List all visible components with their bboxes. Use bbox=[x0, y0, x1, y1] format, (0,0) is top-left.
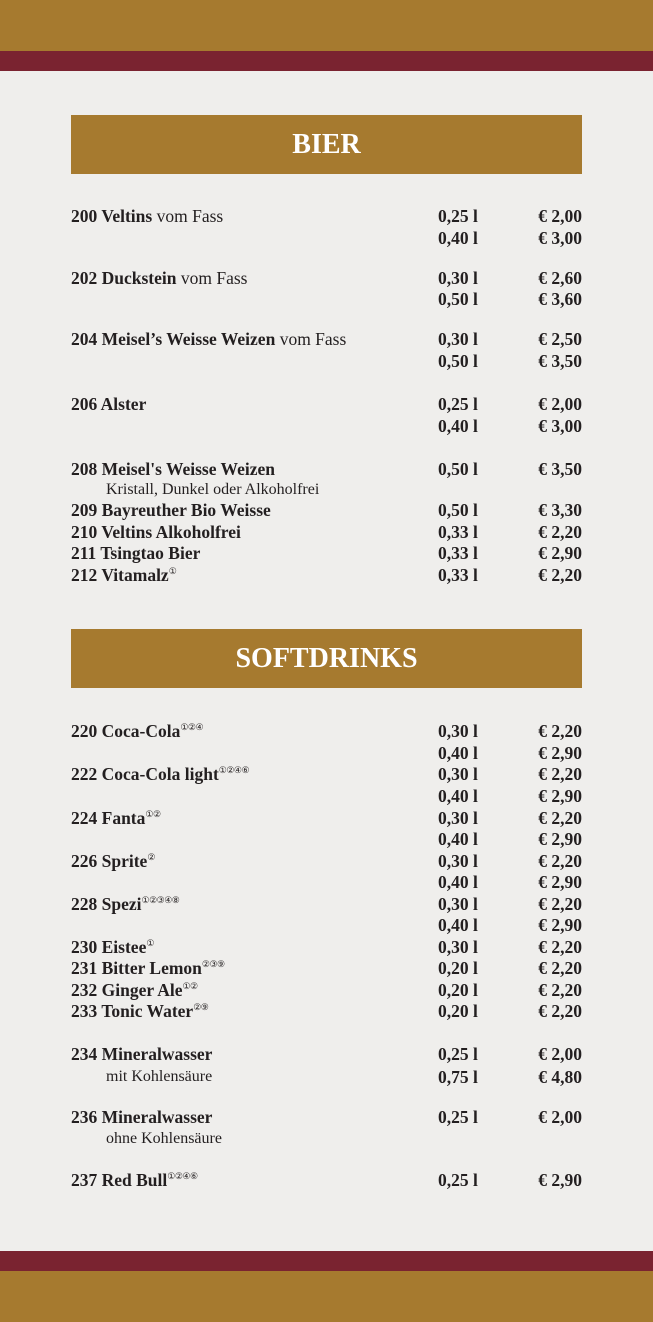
item-name bbox=[71, 393, 146, 415]
allergen-marks: ②⑨ bbox=[193, 1002, 209, 1012]
item-price: € 2,20 bbox=[538, 894, 582, 914]
item-price: € 2,90 bbox=[538, 829, 582, 849]
item-volume: 0,25 l bbox=[438, 206, 478, 226]
item-volume: 0,50 l bbox=[438, 459, 478, 479]
item-price: € 2,00 bbox=[538, 394, 582, 414]
softdrinks-section-header: SOFTDRINKS bbox=[71, 629, 582, 688]
item-number: 230 bbox=[71, 937, 98, 957]
menu-item-row bbox=[71, 979, 582, 1001]
item-volume: 0,40 l bbox=[438, 786, 478, 806]
item-volume: 0,30 l bbox=[438, 268, 478, 288]
item-title: Fanta bbox=[101, 808, 146, 828]
item-price: € 2,20 bbox=[538, 522, 582, 542]
allergen-marks: ①② bbox=[182, 981, 198, 991]
menu-item-row bbox=[71, 763, 582, 785]
item-volume: 0,30 l bbox=[438, 721, 478, 741]
item-volume: 0,50 l bbox=[438, 289, 478, 309]
menu-item-subrow bbox=[71, 742, 582, 764]
item-volume: 0,30 l bbox=[438, 937, 478, 957]
menu-item-row bbox=[71, 521, 582, 543]
item-price: € 2,90 bbox=[538, 743, 582, 763]
menu-item-row bbox=[71, 499, 582, 521]
item-title: Sprite bbox=[101, 851, 148, 871]
item-name bbox=[71, 499, 271, 521]
item-number: 208 bbox=[71, 459, 98, 479]
menu-item-subrow bbox=[71, 828, 582, 850]
item-name bbox=[71, 328, 346, 350]
allergen-marks: ②③⑨ bbox=[201, 959, 225, 969]
top-red-band bbox=[0, 51, 653, 71]
item-price: € 3,50 bbox=[538, 459, 582, 479]
item-suffix: vom Fass bbox=[152, 206, 224, 226]
item-title: Eistee bbox=[101, 937, 147, 957]
allergen-marks: ② bbox=[147, 852, 155, 862]
item-name bbox=[71, 979, 198, 1001]
item-volume: 0,75 l bbox=[438, 1067, 478, 1087]
item-volume: 0,40 l bbox=[438, 416, 478, 436]
item-price: € 2,00 bbox=[538, 1107, 582, 1127]
item-title: Bayreuther Bio Weisse bbox=[101, 500, 271, 520]
item-suffix: vom Fass bbox=[176, 268, 248, 288]
menu-item-subrow bbox=[71, 415, 582, 437]
allergen-marks: ①②④ bbox=[180, 722, 204, 732]
item-price: € 4,80 bbox=[538, 1067, 582, 1087]
item-title: Duckstein bbox=[101, 268, 177, 288]
allergen-marks: ①②④⑥ bbox=[167, 1171, 198, 1181]
item-number: 204 bbox=[71, 329, 98, 349]
allergen-marks: ①② bbox=[145, 809, 161, 819]
item-volume: 0,30 l bbox=[438, 329, 478, 349]
item-price: € 2,90 bbox=[538, 786, 582, 806]
item-number: 224 bbox=[71, 808, 98, 828]
item-title: Tonic Water bbox=[101, 1001, 194, 1021]
item-number: 222 bbox=[71, 764, 98, 784]
item-number: 209 bbox=[71, 500, 98, 520]
menu-item-subrow bbox=[71, 914, 582, 936]
item-price: € 2,00 bbox=[538, 1044, 582, 1064]
item-number: 202 bbox=[71, 268, 98, 288]
menu-item-subrow bbox=[71, 227, 582, 249]
item-name bbox=[71, 458, 275, 480]
menu-item-subrow bbox=[71, 288, 582, 310]
item-volume: 0,25 l bbox=[438, 1044, 478, 1064]
item-number: 211 bbox=[71, 543, 97, 563]
item-volume: 0,30 l bbox=[438, 894, 478, 914]
item-name bbox=[71, 957, 225, 979]
item-price: € 3,30 bbox=[538, 500, 582, 520]
menu-item-row bbox=[71, 1169, 582, 1191]
menu-item-row bbox=[71, 328, 582, 350]
item-price: € 2,20 bbox=[538, 980, 582, 1000]
item-title: Coca-Cola bbox=[101, 721, 181, 741]
item-price: € 3,50 bbox=[538, 351, 582, 371]
item-price: € 2,20 bbox=[538, 565, 582, 585]
menu-item-row bbox=[71, 267, 582, 289]
item-price: € 2,90 bbox=[538, 915, 582, 935]
item-name bbox=[71, 205, 223, 227]
item-name bbox=[71, 267, 247, 289]
item-price: € 2,00 bbox=[538, 206, 582, 226]
item-name bbox=[71, 763, 249, 785]
item-title: Ginger Ale bbox=[101, 980, 183, 1000]
allergen-marks: ①②④⑥ bbox=[218, 765, 250, 775]
item-description: Kristall, Dunkel oder Alkoholfrei bbox=[106, 481, 320, 498]
item-price: € 3,00 bbox=[538, 228, 582, 248]
item-volume: 0,25 l bbox=[438, 1107, 478, 1127]
item-title: Mineralwasser bbox=[101, 1107, 213, 1127]
item-volume: 0,20 l bbox=[438, 1001, 478, 1021]
menu-item-row bbox=[71, 893, 582, 915]
item-volume: 0,20 l bbox=[438, 958, 478, 978]
item-title: Meisel’s Weisse Weizen bbox=[101, 329, 276, 349]
item-number: 236 bbox=[71, 1107, 98, 1127]
item-volume: 0,25 l bbox=[438, 1170, 478, 1190]
item-volume: 0,40 l bbox=[438, 915, 478, 935]
item-price: € 3,00 bbox=[538, 416, 582, 436]
menu-item-subrow bbox=[71, 785, 582, 807]
item-volume: 0,33 l bbox=[438, 522, 478, 542]
bottom-gold-band bbox=[0, 1271, 653, 1322]
menu-item-row bbox=[71, 1000, 582, 1022]
bottom-red-band bbox=[0, 1251, 653, 1271]
item-price: € 2,60 bbox=[538, 268, 582, 288]
item-description: ohne Kohlensäure bbox=[106, 1130, 222, 1147]
item-number: 210 bbox=[71, 522, 98, 542]
item-number: 212 bbox=[71, 565, 98, 585]
item-price: € 2,50 bbox=[538, 329, 582, 349]
item-name bbox=[71, 720, 203, 742]
item-title: Alster bbox=[100, 394, 147, 414]
bier-section-header: BIER bbox=[71, 115, 582, 174]
menu-item-subrow bbox=[71, 1066, 582, 1088]
item-volume: 0,25 l bbox=[438, 394, 478, 414]
item-volume: 0,30 l bbox=[438, 764, 478, 784]
menu-item-row bbox=[71, 1043, 582, 1065]
item-volume: 0,40 l bbox=[438, 872, 478, 892]
item-number: 231 bbox=[71, 958, 98, 978]
menu-item-row bbox=[71, 850, 582, 872]
item-suffix: vom Fass bbox=[275, 329, 347, 349]
item-name bbox=[71, 1043, 212, 1065]
item-title: Mineralwasser bbox=[101, 1044, 213, 1064]
item-volume: 0,40 l bbox=[438, 829, 478, 849]
item-volume: 0,33 l bbox=[438, 543, 478, 563]
item-name bbox=[71, 1000, 208, 1022]
item-number: 237 bbox=[71, 1170, 98, 1190]
item-title: Vitamalz bbox=[101, 565, 169, 585]
item-title: Spezi bbox=[101, 894, 142, 914]
item-title: Tsingtao Bier bbox=[100, 543, 201, 563]
item-volume: 0,40 l bbox=[438, 743, 478, 763]
item-volume: 0,40 l bbox=[438, 228, 478, 248]
allergen-marks: ①②③④⑧ bbox=[141, 895, 180, 905]
item-name bbox=[71, 893, 179, 915]
item-price: € 2,20 bbox=[538, 958, 582, 978]
item-title: Red Bull bbox=[101, 1170, 168, 1190]
item-number: 233 bbox=[71, 1001, 98, 1021]
menu-item-subrow bbox=[71, 479, 582, 501]
menu-item-row bbox=[71, 936, 582, 958]
item-name bbox=[71, 521, 241, 543]
item-title: Bitter Lemon bbox=[101, 958, 202, 978]
menu-item-row bbox=[71, 564, 582, 586]
menu-item-row bbox=[71, 957, 582, 979]
item-name bbox=[71, 807, 161, 829]
item-description: mit Kohlensäure bbox=[106, 1068, 213, 1085]
menu-item-row bbox=[71, 720, 582, 742]
item-name bbox=[71, 850, 155, 872]
item-title: Coca-Cola light bbox=[101, 764, 219, 784]
item-number: 232 bbox=[71, 980, 98, 1000]
item-title: Meisel's Weisse Weizen bbox=[101, 459, 275, 479]
item-price: € 2,20 bbox=[538, 1001, 582, 1021]
allergen-marks: ① bbox=[168, 566, 177, 576]
menu-item-subrow bbox=[71, 1128, 582, 1150]
menu-item-row bbox=[71, 393, 582, 415]
item-number: 228 bbox=[71, 894, 98, 914]
item-name bbox=[71, 1106, 212, 1128]
menu-item-row bbox=[71, 807, 582, 829]
item-volume: 0,33 l bbox=[438, 565, 478, 585]
item-price: € 2,20 bbox=[538, 764, 582, 784]
item-title: Veltins Alkoholfrei bbox=[101, 522, 241, 542]
item-volume: 0,30 l bbox=[438, 851, 478, 871]
item-name bbox=[71, 936, 154, 958]
item-title: Veltins bbox=[101, 206, 153, 226]
menu-item-row bbox=[71, 1106, 582, 1128]
item-price: € 2,20 bbox=[538, 721, 582, 741]
menu-item-subrow bbox=[71, 871, 582, 893]
item-price: € 2,20 bbox=[538, 851, 582, 871]
item-number: 234 bbox=[71, 1044, 98, 1064]
item-name bbox=[71, 1169, 198, 1191]
menu-item-row bbox=[71, 205, 582, 227]
allergen-marks: ① bbox=[146, 938, 154, 948]
item-number: 206 bbox=[71, 394, 98, 414]
item-volume: 0,20 l bbox=[438, 980, 478, 1000]
item-volume: 0,50 l bbox=[438, 500, 478, 520]
item-price: € 3,60 bbox=[538, 289, 582, 309]
item-price: € 2,90 bbox=[538, 1170, 582, 1190]
top-gold-band bbox=[0, 0, 653, 51]
menu-item-subrow bbox=[71, 350, 582, 372]
item-price: € 2,90 bbox=[538, 872, 582, 892]
item-name bbox=[71, 564, 176, 586]
item-name bbox=[71, 542, 200, 564]
menu-item-row bbox=[71, 542, 582, 564]
menu-item-row bbox=[71, 458, 582, 480]
item-volume: 0,50 l bbox=[438, 351, 478, 371]
item-number: 200 bbox=[71, 206, 98, 226]
item-price: € 2,20 bbox=[538, 937, 582, 957]
item-price: € 2,90 bbox=[538, 543, 582, 563]
item-number: 220 bbox=[71, 721, 98, 741]
item-number: 226 bbox=[71, 851, 98, 871]
item-volume: 0,30 l bbox=[438, 808, 478, 828]
item-price: € 2,20 bbox=[538, 808, 582, 828]
